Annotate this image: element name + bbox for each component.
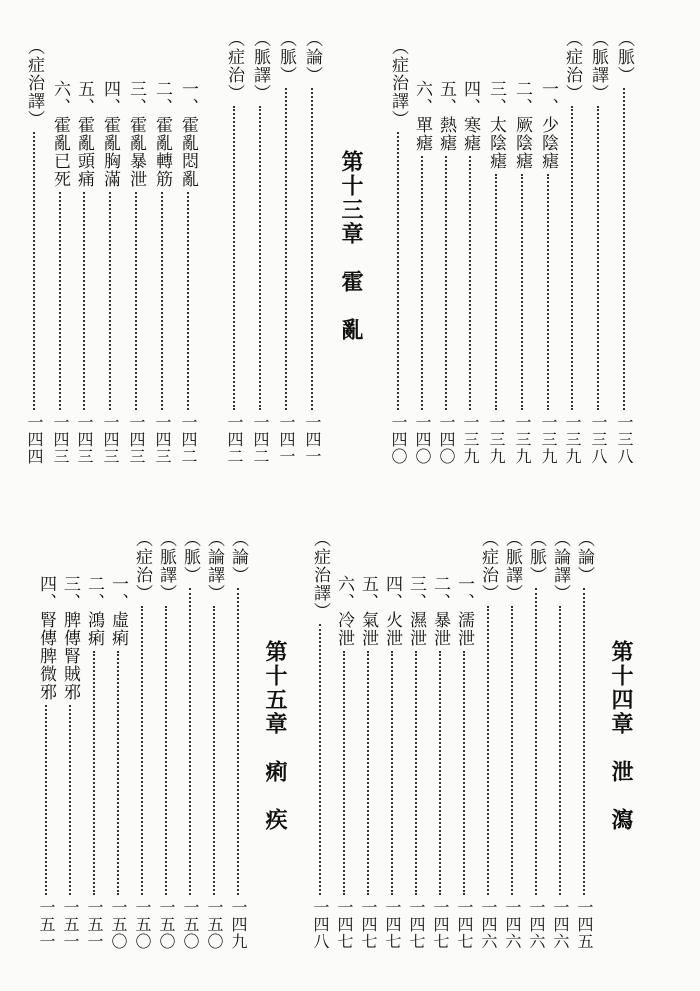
page-number: 一四五 — [575, 899, 594, 950]
page-number: 一三八 — [615, 414, 634, 465]
page-number: 一四四 — [25, 414, 44, 465]
entry-label: 四、火泄 — [382, 575, 402, 647]
toc-entry[interactable] — [562, 30, 582, 465]
dot-leader — [33, 132, 35, 410]
toc-entry[interactable] — [276, 30, 296, 465]
dot-leader — [571, 106, 573, 410]
dot-leader — [189, 588, 191, 895]
toc-entry[interactable] — [430, 575, 450, 950]
entry-label: ︵脈︶ — [526, 530, 546, 584]
toc-entry[interactable] — [614, 30, 634, 465]
toc-entry[interactable] — [178, 80, 198, 465]
dot-leader — [285, 88, 287, 410]
dot-leader — [109, 192, 111, 410]
toc-entry[interactable] — [60, 575, 80, 950]
page-number: 一三九 — [513, 414, 532, 465]
entry-label: ︵脈︶ — [614, 30, 634, 84]
entry-label: ︵論︶ — [574, 530, 594, 584]
page-number: 一四七 — [431, 899, 450, 950]
page-number: 一四七 — [383, 899, 402, 950]
dot-leader — [187, 192, 189, 410]
toc-entry[interactable] — [460, 80, 480, 465]
dot-leader — [141, 606, 143, 895]
toc-entry[interactable] — [310, 530, 330, 950]
page-number: 一四八 — [311, 899, 330, 950]
toc-entry[interactable] — [538, 80, 558, 465]
toc-entry[interactable] — [358, 575, 378, 950]
toc-entry[interactable] — [108, 575, 128, 950]
dot-leader — [495, 174, 497, 410]
entry-label: ︵論︶ — [228, 530, 248, 584]
dot-leader — [59, 192, 61, 410]
entry-label: ︵脈譯︶ — [502, 530, 522, 602]
toc-entry[interactable] — [24, 38, 44, 465]
entry-label: ︵症治︶ — [224, 30, 244, 102]
dot-leader — [559, 606, 561, 895]
dot-leader — [623, 88, 625, 410]
entry-label: 四、霍亂胸滿 — [100, 80, 120, 188]
toc-entry[interactable] — [180, 530, 200, 950]
entry-label: 五、霍亂頭痛 — [74, 80, 94, 188]
dot-leader — [421, 156, 423, 410]
page-number: 一四七 — [455, 899, 474, 950]
toc-entry[interactable] — [574, 530, 594, 950]
page-number: 一四一 — [277, 414, 296, 465]
toc-entry[interactable] — [50, 80, 70, 465]
entry-label: ︵症治譯︶ — [310, 530, 330, 620]
entry-label: 二、霍亂轉筋 — [152, 80, 172, 188]
entry-label: 二、厥陰瘧 — [512, 80, 532, 170]
entry-label: ︵脈︶ — [276, 30, 296, 84]
page-number: 一五〇 — [181, 899, 200, 950]
chapter-title: 第十四章 泄 瀉 — [608, 640, 634, 832]
entry-label: 二、暴泄 — [430, 575, 450, 647]
entry-label: ︵脈譯︶ — [588, 30, 608, 102]
toc-entry[interactable] — [588, 30, 608, 465]
chapter-title: 第十三章 霍 亂 — [338, 150, 364, 342]
page-number: 一四三 — [101, 414, 120, 465]
entry-label: ︵症治︶ — [478, 530, 498, 602]
dot-leader — [535, 588, 537, 895]
page-number: 一三九 — [461, 414, 480, 465]
entry-label: 三、太陰瘧 — [486, 80, 506, 170]
dot-leader — [165, 606, 167, 895]
toc-entry[interactable] — [204, 530, 224, 950]
dot-leader — [237, 588, 239, 895]
page-number: 一五〇 — [109, 899, 128, 950]
toc-entry[interactable] — [74, 80, 94, 465]
dot-leader — [521, 174, 523, 410]
toc-entry[interactable] — [156, 530, 176, 950]
entry-label: 三、濕泄 — [406, 575, 426, 647]
toc-entry[interactable] — [526, 530, 546, 950]
dot-leader — [445, 156, 447, 410]
entry-label: 六、單瘧 — [412, 80, 432, 152]
page-number: 一五〇 — [133, 899, 152, 950]
dot-leader — [391, 651, 393, 895]
entry-label: ︵論譯︶ — [204, 530, 224, 602]
entry-label: 六、霍亂已死 — [50, 80, 70, 188]
page-number: 一四二 — [251, 414, 270, 465]
entry-label: ︵脈譯︶ — [156, 530, 176, 602]
page-number: 一五一 — [37, 899, 56, 950]
dot-leader — [69, 705, 71, 895]
toc-entry[interactable] — [152, 80, 172, 465]
toc-entry[interactable] — [100, 80, 120, 465]
page-number: 一四〇 — [437, 414, 456, 465]
page-number: 一四〇 — [413, 414, 432, 465]
toc-entry[interactable] — [224, 30, 244, 465]
toc-entry[interactable] — [132, 530, 152, 950]
entry-label: 一、虛痢 — [108, 575, 128, 647]
entry-label: ︵脈譯︶ — [250, 30, 270, 102]
page-number: 一五〇 — [205, 899, 224, 950]
toc-entry[interactable] — [478, 530, 498, 950]
dot-leader — [463, 651, 465, 895]
page-number: 一四七 — [407, 899, 426, 950]
dot-leader — [259, 106, 261, 410]
entry-label: 四、腎傳脾微邪 — [36, 575, 56, 701]
dot-leader — [511, 606, 513, 895]
toc-entry[interactable] — [436, 80, 456, 465]
dot-leader — [135, 192, 137, 410]
dot-leader — [117, 651, 119, 895]
page-number: 一三八 — [589, 414, 608, 465]
page-number: 一五一 — [61, 899, 80, 950]
toc-entry[interactable] — [250, 30, 270, 465]
entry-label: ︵症治︶ — [132, 530, 152, 602]
entry-label: 五、熱瘧 — [436, 80, 456, 152]
entry-label: 六、冷泄 — [334, 575, 354, 647]
page-number: 一三九 — [487, 414, 506, 465]
page-number: 一四七 — [335, 899, 354, 950]
page-number: 一三九 — [563, 414, 582, 465]
toc-entry[interactable] — [228, 530, 248, 950]
dot-leader — [311, 88, 313, 410]
page-number: 一四七 — [359, 899, 378, 950]
entry-label: 三、脾傳腎賊邪 — [60, 575, 80, 701]
toc-entry[interactable] — [302, 30, 322, 465]
page-number: 一四三 — [153, 414, 172, 465]
dot-leader — [439, 651, 441, 895]
dot-leader — [397, 132, 399, 410]
dot-leader — [319, 624, 321, 895]
dot-leader — [45, 705, 47, 895]
page-number: 一四六 — [479, 899, 498, 950]
page-number: 一五〇 — [157, 899, 176, 950]
page-number: 一四〇 — [389, 414, 408, 465]
page-number: 一四六 — [527, 899, 546, 950]
dot-leader — [583, 588, 585, 895]
toc-entry[interactable] — [550, 530, 570, 950]
toc-entry[interactable] — [334, 575, 354, 950]
dot-leader — [597, 106, 599, 410]
page-number: 一四六 — [551, 899, 570, 950]
dot-leader — [487, 606, 489, 895]
entry-label: ︵症治譯︶ — [24, 38, 44, 128]
toc-entry[interactable] — [36, 575, 56, 950]
entry-label: 二、鴻痢 — [84, 575, 104, 647]
dot-leader — [233, 106, 235, 410]
dot-leader — [83, 192, 85, 410]
entry-label: ︵症治︶ — [562, 30, 582, 102]
toc-entry[interactable] — [512, 80, 532, 465]
dot-leader — [469, 156, 471, 410]
dot-leader — [93, 651, 95, 895]
toc-entry[interactable] — [382, 575, 402, 950]
dot-leader — [367, 651, 369, 895]
page-number: 一四二 — [179, 414, 198, 465]
entry-label: 一、濡泄 — [454, 575, 474, 647]
page-number: 一四六 — [503, 899, 522, 950]
dot-leader — [161, 192, 163, 410]
toc-entry[interactable] — [502, 530, 522, 950]
page-number: 一五一 — [85, 899, 104, 950]
dot-leader — [343, 651, 345, 895]
page-number: 一三九 — [539, 414, 558, 465]
entry-label: ︵論︶ — [302, 30, 322, 84]
entry-label: 三、霍亂暴泄 — [126, 80, 146, 188]
chapter-title: 第十五章 痢 疾 — [262, 640, 288, 832]
page-number: 一四三 — [51, 414, 70, 465]
toc-entry[interactable] — [406, 575, 426, 950]
dot-leader — [213, 606, 215, 895]
toc-entry[interactable] — [126, 80, 146, 465]
entry-label: ︵脈︶ — [180, 530, 200, 584]
entry-label: 五、氣泄 — [358, 575, 378, 647]
entry-label: 四、寒瘧 — [460, 80, 480, 152]
entry-label: 一、少陰瘧 — [538, 80, 558, 170]
page-number: 一四一 — [303, 414, 322, 465]
entry-label: 一、霍亂悶亂 — [178, 80, 198, 188]
entry-label: ︵症治譯︶ — [388, 38, 408, 128]
toc-entry[interactable] — [388, 38, 408, 465]
page-number: 一四二 — [225, 414, 244, 465]
toc-entry[interactable] — [84, 575, 104, 950]
page-number: 一四三 — [75, 414, 94, 465]
dot-leader — [547, 174, 549, 410]
page-number: 一四三 — [127, 414, 146, 465]
entry-label: ︵論譯︶ — [550, 530, 570, 602]
dot-leader — [415, 651, 417, 895]
page-number: 一四九 — [229, 899, 248, 950]
toc-entry[interactable] — [486, 80, 506, 465]
toc-entry[interactable] — [454, 575, 474, 950]
toc-entry[interactable] — [412, 80, 432, 465]
